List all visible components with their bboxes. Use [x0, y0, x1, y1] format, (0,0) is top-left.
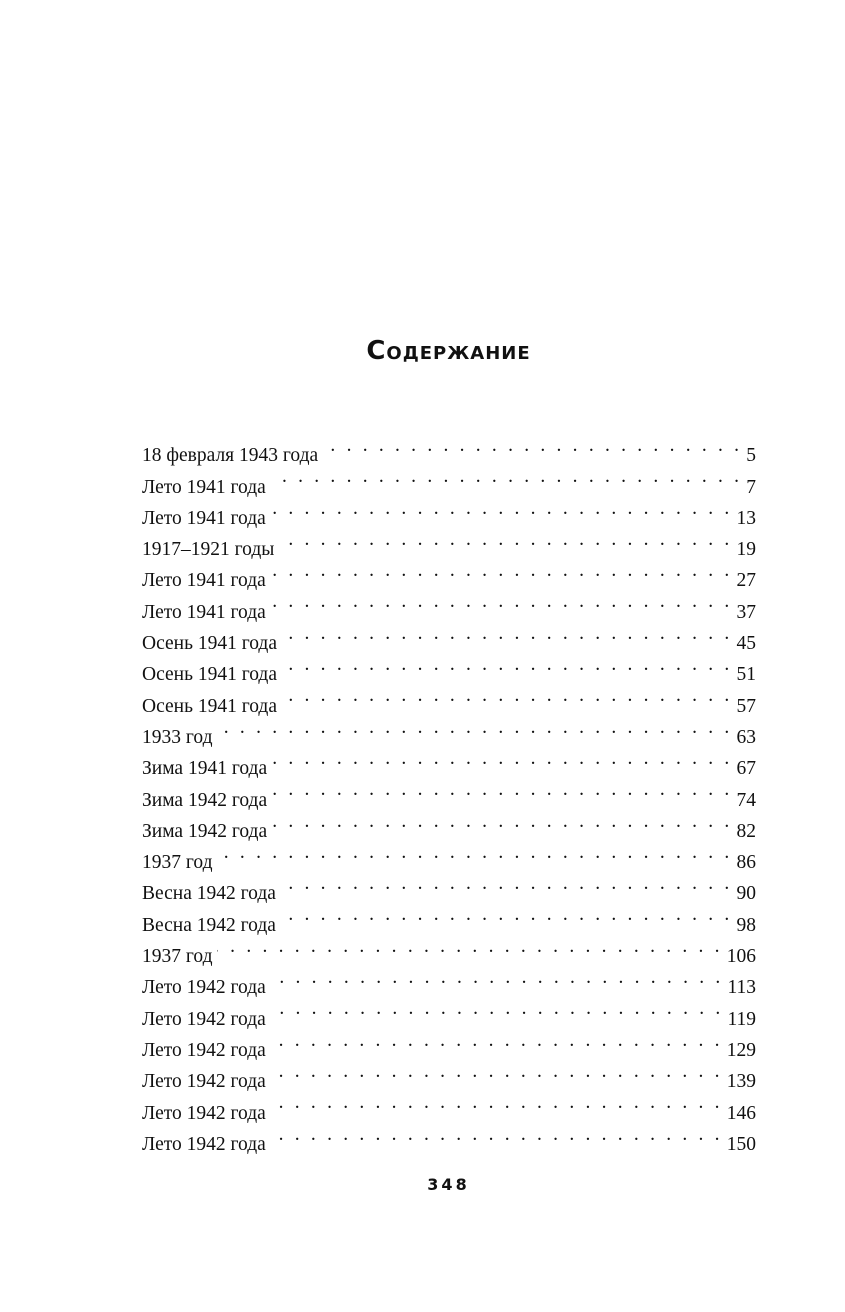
dot-leader — [270, 962, 724, 993]
toc-entry-page: 119 — [727, 1008, 756, 1030]
toc-entry-title: Лето 1942 года — [142, 977, 266, 999]
toc-entry-page: 67 — [736, 758, 756, 780]
dot-leader — [217, 837, 733, 868]
dot-leader — [270, 586, 733, 617]
toc-entry-title: Лето 1942 года — [142, 1008, 266, 1030]
toc-entry-page: 82 — [736, 820, 756, 842]
toc-entry-page: 57 — [736, 695, 756, 717]
dot-leader — [270, 993, 724, 1024]
toc-entry-title: Лето 1941 года — [142, 601, 266, 623]
toc-entry-page: 13 — [736, 507, 756, 529]
dot-leader — [270, 1025, 723, 1056]
dot-leader — [281, 618, 733, 649]
toc-entry-page: 37 — [736, 601, 756, 623]
toc-entry-title: Весна 1942 года — [142, 883, 276, 905]
toc-entry-page: 27 — [736, 570, 756, 592]
dot-leader — [270, 1056, 723, 1087]
toc-entry-page: 86 — [736, 852, 756, 874]
toc-entry-title: 1917–1921 годы — [142, 539, 275, 561]
toc-entry-title: 18 февраля 1943 года — [142, 445, 319, 467]
toc-entry-page: 45 — [736, 633, 756, 655]
toc-entry-title: Осень 1941 года — [142, 664, 277, 686]
toc-entry-title: Весна 1942 года — [142, 914, 276, 936]
dot-leader — [281, 680, 733, 711]
toc-entry-page: 98 — [736, 914, 756, 936]
toc-entry-title: Лето 1942 года — [142, 1039, 266, 1061]
toc-entry-page: 150 — [726, 1133, 756, 1155]
toc-entry-title: Лето 1941 года — [142, 507, 266, 529]
page-number: 348 — [427, 1175, 470, 1194]
dot-leader — [270, 461, 742, 492]
toc-entry-page: 19 — [736, 539, 756, 561]
dot-leader — [271, 806, 732, 837]
dot-leader — [271, 774, 732, 805]
toc-entry — [142, 931, 756, 968]
dot-leader — [322, 430, 742, 461]
dot-leader — [217, 931, 723, 962]
toc-entry — [142, 837, 756, 874]
toc-entry — [142, 712, 756, 748]
toc-entry-title: Лето 1942 года — [142, 1133, 266, 1155]
toc-entry-page: 5 — [746, 445, 756, 467]
toc-entry-page: 146 — [726, 1102, 756, 1124]
toc-entry-title: Зима 1941 года — [142, 758, 268, 780]
toc-entry-title: Зима 1942 года — [142, 789, 268, 811]
dot-leader — [281, 649, 733, 680]
dot-leader — [270, 493, 733, 524]
toc-entry-page: 90 — [736, 883, 756, 905]
toc-entry-title: Лето 1941 года — [142, 476, 266, 498]
toc-entry-page: 139 — [726, 1071, 756, 1093]
toc-entry-page: 129 — [726, 1039, 756, 1061]
dot-leader — [270, 555, 733, 586]
table-of-contents — [142, 430, 756, 1155]
toc-entry — [142, 868, 756, 905]
toc-entry-title: Лето 1942 года — [142, 1102, 266, 1124]
toc-entry-page: 113 — [727, 977, 756, 999]
page-title: Содержание — [366, 336, 531, 366]
toc-entry-page: 63 — [736, 726, 756, 748]
toc-entry-page: 74 — [736, 789, 756, 811]
dot-leader — [280, 899, 733, 930]
dot-leader — [217, 712, 733, 743]
toc-entry-title: Лето 1942 года — [142, 1071, 266, 1093]
toc-entry-title: Осень 1941 года — [142, 633, 277, 655]
dot-leader — [280, 868, 733, 899]
toc-entry-title: Зима 1942 года — [142, 820, 268, 842]
dot-leader — [278, 524, 732, 555]
toc-entry — [142, 743, 756, 780]
toc-entry-title: 1933 год — [142, 726, 213, 748]
toc-entry-title: Осень 1941 года — [142, 695, 277, 717]
toc-entry-page: 51 — [736, 664, 756, 686]
toc-entry — [142, 962, 756, 999]
toc-entry-title: 1937 год — [142, 946, 213, 968]
dot-leader — [270, 1119, 723, 1150]
dot-leader — [271, 743, 732, 774]
toc-entry-page: 106 — [726, 946, 756, 968]
dot-leader — [270, 1087, 723, 1118]
toc-entry — [142, 430, 756, 467]
toc-entry-title: 1937 год — [142, 852, 213, 874]
toc-entry-page: 7 — [746, 476, 756, 498]
toc-entry-title: Лето 1941 года — [142, 570, 266, 592]
